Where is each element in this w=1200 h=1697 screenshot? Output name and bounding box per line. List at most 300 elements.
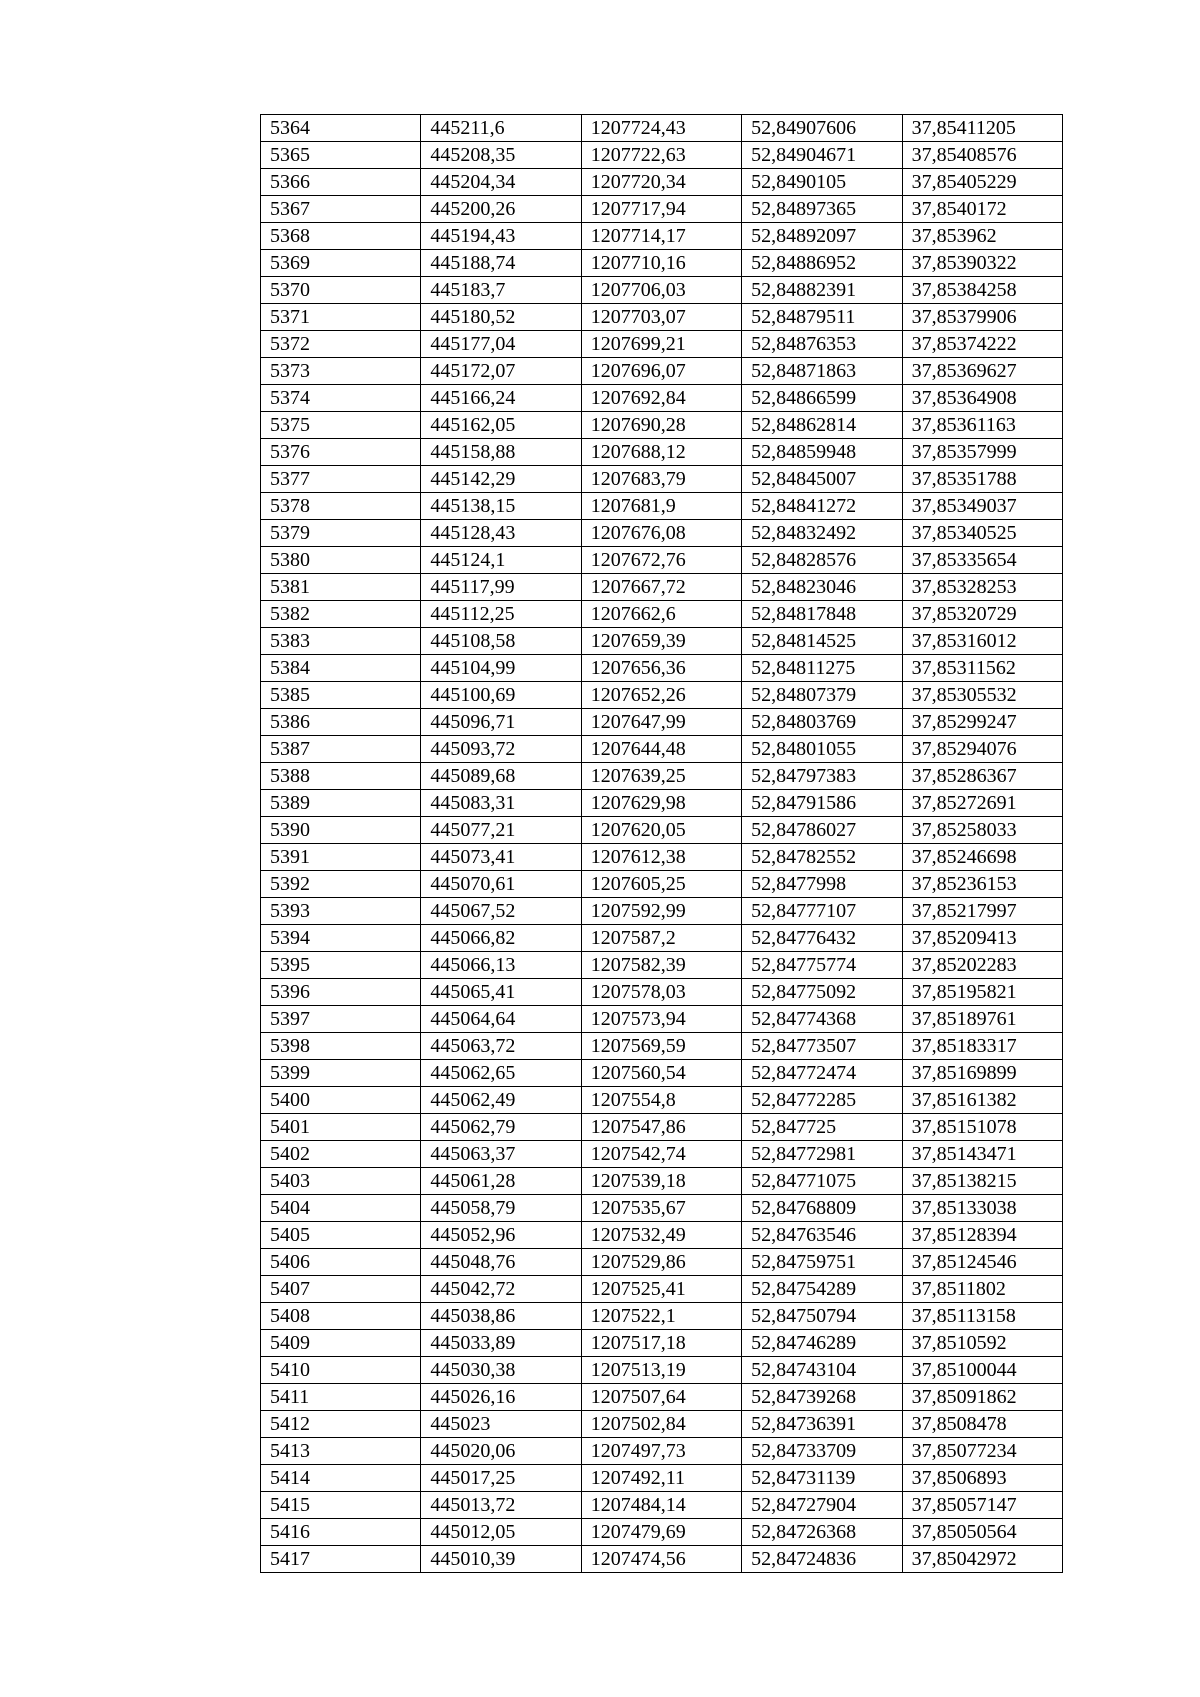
latitude-cell: 52,84904671 xyxy=(742,142,902,169)
table-row xyxy=(261,466,1063,493)
longitude-cell: 37,85042972 xyxy=(902,1546,1062,1573)
y-coordinate-cell: 1207479,69 xyxy=(581,1519,741,1546)
point-number-cell: 5380 xyxy=(261,547,421,574)
longitude-cell: 37,85294076 xyxy=(902,736,1062,763)
latitude-cell: 52,84733709 xyxy=(742,1438,902,1465)
latitude-cell: 52,847725 xyxy=(742,1114,902,1141)
x-coordinate-cell: 445183,7 xyxy=(421,277,581,304)
point-number-cell: 5395 xyxy=(261,952,421,979)
longitude-cell: 37,85138215 xyxy=(902,1168,1062,1195)
table-row xyxy=(261,250,1063,277)
longitude-cell: 37,85408576 xyxy=(902,142,1062,169)
x-coordinate-cell: 445013,72 xyxy=(421,1492,581,1519)
y-coordinate-cell: 1207710,16 xyxy=(581,250,741,277)
y-coordinate-cell: 1207690,28 xyxy=(581,412,741,439)
longitude-cell: 37,85246698 xyxy=(902,844,1062,871)
table-row xyxy=(261,358,1063,385)
y-coordinate-cell: 1207525,41 xyxy=(581,1276,741,1303)
longitude-cell: 37,85161382 xyxy=(902,1087,1062,1114)
latitude-cell: 52,84776432 xyxy=(742,925,902,952)
y-coordinate-cell: 1207683,79 xyxy=(581,466,741,493)
point-number-cell: 5376 xyxy=(261,439,421,466)
table-row xyxy=(261,142,1063,169)
point-number-cell: 5399 xyxy=(261,1060,421,1087)
longitude-cell: 37,85128394 xyxy=(902,1222,1062,1249)
y-coordinate-cell: 1207667,72 xyxy=(581,574,741,601)
table-row xyxy=(261,115,1063,142)
table-row xyxy=(261,898,1063,925)
y-coordinate-cell: 1207720,34 xyxy=(581,169,741,196)
latitude-cell: 52,84750794 xyxy=(742,1303,902,1330)
table-row xyxy=(261,1222,1063,1249)
x-coordinate-cell: 445208,35 xyxy=(421,142,581,169)
latitude-cell: 52,84907606 xyxy=(742,115,902,142)
point-number-cell: 5391 xyxy=(261,844,421,871)
table-row xyxy=(261,1195,1063,1222)
y-coordinate-cell: 1207639,25 xyxy=(581,763,741,790)
x-coordinate-cell: 445158,88 xyxy=(421,439,581,466)
x-coordinate-cell: 445180,52 xyxy=(421,304,581,331)
point-number-cell: 5381 xyxy=(261,574,421,601)
x-coordinate-cell: 445138,15 xyxy=(421,493,581,520)
table-row xyxy=(261,1492,1063,1519)
longitude-cell: 37,85405229 xyxy=(902,169,1062,196)
x-coordinate-cell: 445066,82 xyxy=(421,925,581,952)
x-coordinate-cell: 445030,38 xyxy=(421,1357,581,1384)
x-coordinate-cell: 445117,99 xyxy=(421,574,581,601)
x-coordinate-cell: 445062,49 xyxy=(421,1087,581,1114)
x-coordinate-cell: 445100,69 xyxy=(421,682,581,709)
y-coordinate-cell: 1207529,86 xyxy=(581,1249,741,1276)
x-coordinate-cell: 445070,61 xyxy=(421,871,581,898)
table-row xyxy=(261,331,1063,358)
latitude-cell: 52,84782552 xyxy=(742,844,902,871)
longitude-cell: 37,85411205 xyxy=(902,115,1062,142)
table-row xyxy=(261,1114,1063,1141)
y-coordinate-cell: 1207592,99 xyxy=(581,898,741,925)
point-number-cell: 5365 xyxy=(261,142,421,169)
table-row xyxy=(261,844,1063,871)
y-coordinate-cell: 1207672,76 xyxy=(581,547,741,574)
point-number-cell: 5390 xyxy=(261,817,421,844)
latitude-cell: 52,8490105 xyxy=(742,169,902,196)
x-coordinate-cell: 445112,25 xyxy=(421,601,581,628)
point-number-cell: 5373 xyxy=(261,358,421,385)
longitude-cell: 37,85209413 xyxy=(902,925,1062,952)
y-coordinate-cell: 1207714,17 xyxy=(581,223,741,250)
latitude-cell: 52,84772285 xyxy=(742,1087,902,1114)
y-coordinate-cell: 1207582,39 xyxy=(581,952,741,979)
longitude-cell: 37,85195821 xyxy=(902,979,1062,1006)
y-coordinate-cell: 1207542,74 xyxy=(581,1141,741,1168)
point-number-cell: 5398 xyxy=(261,1033,421,1060)
longitude-cell: 37,85091862 xyxy=(902,1384,1062,1411)
table-row xyxy=(261,1060,1063,1087)
table-row xyxy=(261,817,1063,844)
longitude-cell: 37,85320729 xyxy=(902,601,1062,628)
x-coordinate-cell: 445093,72 xyxy=(421,736,581,763)
table-row xyxy=(261,1276,1063,1303)
latitude-cell: 52,84862814 xyxy=(742,412,902,439)
longitude-cell: 37,85357999 xyxy=(902,439,1062,466)
point-number-cell: 5372 xyxy=(261,331,421,358)
table-row xyxy=(261,196,1063,223)
x-coordinate-cell: 445096,71 xyxy=(421,709,581,736)
y-coordinate-cell: 1207535,67 xyxy=(581,1195,741,1222)
point-number-cell: 5375 xyxy=(261,412,421,439)
longitude-cell: 37,85390322 xyxy=(902,250,1062,277)
y-coordinate-cell: 1207724,43 xyxy=(581,115,741,142)
table-row xyxy=(261,871,1063,898)
latitude-cell: 52,84797383 xyxy=(742,763,902,790)
y-coordinate-cell: 1207569,59 xyxy=(581,1033,741,1060)
x-coordinate-cell: 445023 xyxy=(421,1411,581,1438)
point-number-cell: 5364 xyxy=(261,115,421,142)
table-row xyxy=(261,601,1063,628)
table-row xyxy=(261,1546,1063,1573)
table-row xyxy=(261,412,1063,439)
x-coordinate-cell: 445142,29 xyxy=(421,466,581,493)
latitude-cell: 52,84817848 xyxy=(742,601,902,628)
latitude-cell: 52,84724836 xyxy=(742,1546,902,1573)
point-number-cell: 5403 xyxy=(261,1168,421,1195)
point-number-cell: 5404 xyxy=(261,1195,421,1222)
table-row xyxy=(261,655,1063,682)
longitude-cell: 37,85379906 xyxy=(902,304,1062,331)
point-number-cell: 5388 xyxy=(261,763,421,790)
y-coordinate-cell: 1207659,39 xyxy=(581,628,741,655)
latitude-cell: 52,84892097 xyxy=(742,223,902,250)
table-row xyxy=(261,952,1063,979)
point-number-cell: 5379 xyxy=(261,520,421,547)
x-coordinate-cell: 445052,96 xyxy=(421,1222,581,1249)
x-coordinate-cell: 445058,79 xyxy=(421,1195,581,1222)
y-coordinate-cell: 1207629,98 xyxy=(581,790,741,817)
latitude-cell: 52,84841272 xyxy=(742,493,902,520)
table-row xyxy=(261,493,1063,520)
latitude-cell: 52,84801055 xyxy=(742,736,902,763)
point-number-cell: 5400 xyxy=(261,1087,421,1114)
x-coordinate-cell: 445188,74 xyxy=(421,250,581,277)
x-coordinate-cell: 445063,37 xyxy=(421,1141,581,1168)
y-coordinate-cell: 1207532,49 xyxy=(581,1222,741,1249)
latitude-cell: 52,84807379 xyxy=(742,682,902,709)
y-coordinate-cell: 1207652,26 xyxy=(581,682,741,709)
x-coordinate-cell: 445124,1 xyxy=(421,547,581,574)
y-coordinate-cell: 1207573,94 xyxy=(581,1006,741,1033)
x-coordinate-cell: 445128,43 xyxy=(421,520,581,547)
point-number-cell: 5384 xyxy=(261,655,421,682)
latitude-cell: 52,84803769 xyxy=(742,709,902,736)
point-number-cell: 5417 xyxy=(261,1546,421,1573)
x-coordinate-cell: 445172,07 xyxy=(421,358,581,385)
longitude-cell: 37,85340525 xyxy=(902,520,1062,547)
longitude-cell: 37,85258033 xyxy=(902,817,1062,844)
longitude-cell: 37,85286367 xyxy=(902,763,1062,790)
table-row xyxy=(261,790,1063,817)
table-row xyxy=(261,682,1063,709)
point-number-cell: 5367 xyxy=(261,196,421,223)
latitude-cell: 52,84882391 xyxy=(742,277,902,304)
x-coordinate-cell: 445017,25 xyxy=(421,1465,581,1492)
longitude-cell: 37,85133038 xyxy=(902,1195,1062,1222)
latitude-cell: 52,84774368 xyxy=(742,1006,902,1033)
point-number-cell: 5414 xyxy=(261,1465,421,1492)
table-row xyxy=(261,547,1063,574)
latitude-cell: 52,84832492 xyxy=(742,520,902,547)
point-number-cell: 5410 xyxy=(261,1357,421,1384)
y-coordinate-cell: 1207662,6 xyxy=(581,601,741,628)
y-coordinate-cell: 1207656,36 xyxy=(581,655,741,682)
longitude-cell: 37,8540172 xyxy=(902,196,1062,223)
point-number-cell: 5382 xyxy=(261,601,421,628)
x-coordinate-cell: 445048,76 xyxy=(421,1249,581,1276)
y-coordinate-cell: 1207692,84 xyxy=(581,385,741,412)
latitude-cell: 52,84771075 xyxy=(742,1168,902,1195)
y-coordinate-cell: 1207547,86 xyxy=(581,1114,741,1141)
point-number-cell: 5405 xyxy=(261,1222,421,1249)
point-number-cell: 5393 xyxy=(261,898,421,925)
table-row xyxy=(261,1465,1063,1492)
point-number-cell: 5412 xyxy=(261,1411,421,1438)
longitude-cell: 37,85335654 xyxy=(902,547,1062,574)
latitude-cell: 52,84768809 xyxy=(742,1195,902,1222)
longitude-cell: 37,85151078 xyxy=(902,1114,1062,1141)
point-number-cell: 5408 xyxy=(261,1303,421,1330)
table-row xyxy=(261,1087,1063,1114)
longitude-cell: 37,85299247 xyxy=(902,709,1062,736)
longitude-cell: 37,85316012 xyxy=(902,628,1062,655)
latitude-cell: 52,84743104 xyxy=(742,1357,902,1384)
longitude-cell: 37,85305532 xyxy=(902,682,1062,709)
longitude-cell: 37,85369627 xyxy=(902,358,1062,385)
latitude-cell: 52,84876353 xyxy=(742,331,902,358)
latitude-cell: 52,84814525 xyxy=(742,628,902,655)
latitude-cell: 52,84859948 xyxy=(742,439,902,466)
x-coordinate-cell: 445061,28 xyxy=(421,1168,581,1195)
table-row xyxy=(261,1303,1063,1330)
longitude-cell: 37,85169899 xyxy=(902,1060,1062,1087)
longitude-cell: 37,853962 xyxy=(902,223,1062,250)
table-row xyxy=(261,979,1063,1006)
longitude-cell: 37,85328253 xyxy=(902,574,1062,601)
point-number-cell: 5406 xyxy=(261,1249,421,1276)
table-row xyxy=(261,304,1063,331)
y-coordinate-cell: 1207497,73 xyxy=(581,1438,741,1465)
table-row xyxy=(261,439,1063,466)
longitude-cell: 37,85384258 xyxy=(902,277,1062,304)
table-row xyxy=(261,736,1063,763)
latitude-cell: 52,84736391 xyxy=(742,1411,902,1438)
y-coordinate-cell: 1207492,11 xyxy=(581,1465,741,1492)
point-number-cell: 5397 xyxy=(261,1006,421,1033)
point-number-cell: 5371 xyxy=(261,304,421,331)
longitude-cell: 37,8510592 xyxy=(902,1330,1062,1357)
table-row xyxy=(261,1411,1063,1438)
latitude-cell: 52,84773507 xyxy=(742,1033,902,1060)
point-number-cell: 5392 xyxy=(261,871,421,898)
latitude-cell: 52,84726368 xyxy=(742,1519,902,1546)
point-number-cell: 5369 xyxy=(261,250,421,277)
table-row xyxy=(261,709,1063,736)
longitude-cell: 37,85272691 xyxy=(902,790,1062,817)
longitude-cell: 37,85236153 xyxy=(902,871,1062,898)
point-number-cell: 5386 xyxy=(261,709,421,736)
x-coordinate-cell: 445033,89 xyxy=(421,1330,581,1357)
coordinates-table-body xyxy=(261,115,1063,1573)
x-coordinate-cell: 445012,05 xyxy=(421,1519,581,1546)
y-coordinate-cell: 1207502,84 xyxy=(581,1411,741,1438)
latitude-cell: 52,84763546 xyxy=(742,1222,902,1249)
y-coordinate-cell: 1207517,18 xyxy=(581,1330,741,1357)
x-coordinate-cell: 445062,79 xyxy=(421,1114,581,1141)
latitude-cell: 52,84772981 xyxy=(742,1141,902,1168)
point-number-cell: 5401 xyxy=(261,1114,421,1141)
latitude-cell: 52,84727904 xyxy=(742,1492,902,1519)
point-number-cell: 5374 xyxy=(261,385,421,412)
x-coordinate-cell: 445066,13 xyxy=(421,952,581,979)
point-number-cell: 5409 xyxy=(261,1330,421,1357)
longitude-cell: 37,85202283 xyxy=(902,952,1062,979)
latitude-cell: 52,8477998 xyxy=(742,871,902,898)
table-row xyxy=(261,1249,1063,1276)
longitude-cell: 37,85351788 xyxy=(902,466,1062,493)
table-row xyxy=(261,574,1063,601)
point-number-cell: 5394 xyxy=(261,925,421,952)
y-coordinate-cell: 1207644,48 xyxy=(581,736,741,763)
y-coordinate-cell: 1207587,2 xyxy=(581,925,741,952)
table-row xyxy=(261,277,1063,304)
table-row xyxy=(261,1519,1063,1546)
x-coordinate-cell: 445077,21 xyxy=(421,817,581,844)
table-row xyxy=(261,223,1063,250)
y-coordinate-cell: 1207699,21 xyxy=(581,331,741,358)
point-number-cell: 5383 xyxy=(261,628,421,655)
y-coordinate-cell: 1207560,54 xyxy=(581,1060,741,1087)
longitude-cell: 37,85183317 xyxy=(902,1033,1062,1060)
point-number-cell: 5415 xyxy=(261,1492,421,1519)
point-number-cell: 5385 xyxy=(261,682,421,709)
y-coordinate-cell: 1207681,9 xyxy=(581,493,741,520)
y-coordinate-cell: 1207578,03 xyxy=(581,979,741,1006)
y-coordinate-cell: 1207513,19 xyxy=(581,1357,741,1384)
x-coordinate-cell: 445062,65 xyxy=(421,1060,581,1087)
x-coordinate-cell: 445063,72 xyxy=(421,1033,581,1060)
y-coordinate-cell: 1207688,12 xyxy=(581,439,741,466)
table-row xyxy=(261,763,1063,790)
x-coordinate-cell: 445073,41 xyxy=(421,844,581,871)
x-coordinate-cell: 445108,58 xyxy=(421,628,581,655)
coordinates-table xyxy=(260,114,1063,1573)
latitude-cell: 52,84775092 xyxy=(742,979,902,1006)
y-coordinate-cell: 1207703,07 xyxy=(581,304,741,331)
latitude-cell: 52,84777107 xyxy=(742,898,902,925)
point-number-cell: 5387 xyxy=(261,736,421,763)
x-coordinate-cell: 445065,41 xyxy=(421,979,581,1006)
x-coordinate-cell: 445089,68 xyxy=(421,763,581,790)
table-row xyxy=(261,520,1063,547)
latitude-cell: 52,84879511 xyxy=(742,304,902,331)
latitude-cell: 52,84772474 xyxy=(742,1060,902,1087)
longitude-cell: 37,8508478 xyxy=(902,1411,1062,1438)
latitude-cell: 52,84791586 xyxy=(742,790,902,817)
y-coordinate-cell: 1207620,05 xyxy=(581,817,741,844)
table-row xyxy=(261,385,1063,412)
point-number-cell: 5413 xyxy=(261,1438,421,1465)
latitude-cell: 52,84731139 xyxy=(742,1465,902,1492)
longitude-cell: 37,85124546 xyxy=(902,1249,1062,1276)
x-coordinate-cell: 445064,64 xyxy=(421,1006,581,1033)
table-row xyxy=(261,169,1063,196)
x-coordinate-cell: 445194,43 xyxy=(421,223,581,250)
longitude-cell: 37,85217997 xyxy=(902,898,1062,925)
longitude-cell: 37,85113158 xyxy=(902,1303,1062,1330)
y-coordinate-cell: 1207706,03 xyxy=(581,277,741,304)
point-number-cell: 5366 xyxy=(261,169,421,196)
table-row xyxy=(261,1033,1063,1060)
x-coordinate-cell: 445026,16 xyxy=(421,1384,581,1411)
longitude-cell: 37,8506893 xyxy=(902,1465,1062,1492)
longitude-cell: 37,85311562 xyxy=(902,655,1062,682)
x-coordinate-cell: 445211,6 xyxy=(421,115,581,142)
x-coordinate-cell: 445038,86 xyxy=(421,1303,581,1330)
longitude-cell: 37,85077234 xyxy=(902,1438,1062,1465)
latitude-cell: 52,84746289 xyxy=(742,1330,902,1357)
point-number-cell: 5377 xyxy=(261,466,421,493)
latitude-cell: 52,84845007 xyxy=(742,466,902,493)
x-coordinate-cell: 445177,04 xyxy=(421,331,581,358)
x-coordinate-cell: 445204,34 xyxy=(421,169,581,196)
latitude-cell: 52,84871863 xyxy=(742,358,902,385)
x-coordinate-cell: 445104,99 xyxy=(421,655,581,682)
y-coordinate-cell: 1207522,1 xyxy=(581,1303,741,1330)
table-row xyxy=(261,1168,1063,1195)
longitude-cell: 37,85189761 xyxy=(902,1006,1062,1033)
x-coordinate-cell: 445166,24 xyxy=(421,385,581,412)
point-number-cell: 5389 xyxy=(261,790,421,817)
y-coordinate-cell: 1207554,8 xyxy=(581,1087,741,1114)
latitude-cell: 52,84775774 xyxy=(742,952,902,979)
point-number-cell: 5396 xyxy=(261,979,421,1006)
latitude-cell: 52,84866599 xyxy=(742,385,902,412)
y-coordinate-cell: 1207484,14 xyxy=(581,1492,741,1519)
x-coordinate-cell: 445010,39 xyxy=(421,1546,581,1573)
latitude-cell: 52,84786027 xyxy=(742,817,902,844)
latitude-cell: 52,84886952 xyxy=(742,250,902,277)
point-number-cell: 5368 xyxy=(261,223,421,250)
point-number-cell: 5411 xyxy=(261,1384,421,1411)
x-coordinate-cell: 445162,05 xyxy=(421,412,581,439)
longitude-cell: 37,85364908 xyxy=(902,385,1062,412)
y-coordinate-cell: 1207717,94 xyxy=(581,196,741,223)
y-coordinate-cell: 1207539,18 xyxy=(581,1168,741,1195)
latitude-cell: 52,84811275 xyxy=(742,655,902,682)
latitude-cell: 52,84897365 xyxy=(742,196,902,223)
table-row xyxy=(261,1141,1063,1168)
longitude-cell: 37,8511802 xyxy=(902,1276,1062,1303)
latitude-cell: 52,84759751 xyxy=(742,1249,902,1276)
table-row xyxy=(261,1006,1063,1033)
point-number-cell: 5407 xyxy=(261,1276,421,1303)
latitude-cell: 52,84754289 xyxy=(742,1276,902,1303)
longitude-cell: 37,85143471 xyxy=(902,1141,1062,1168)
point-number-cell: 5378 xyxy=(261,493,421,520)
longitude-cell: 37,85100044 xyxy=(902,1357,1062,1384)
latitude-cell: 52,84739268 xyxy=(742,1384,902,1411)
y-coordinate-cell: 1207696,07 xyxy=(581,358,741,385)
table-row xyxy=(261,1330,1063,1357)
table-row xyxy=(261,1438,1063,1465)
